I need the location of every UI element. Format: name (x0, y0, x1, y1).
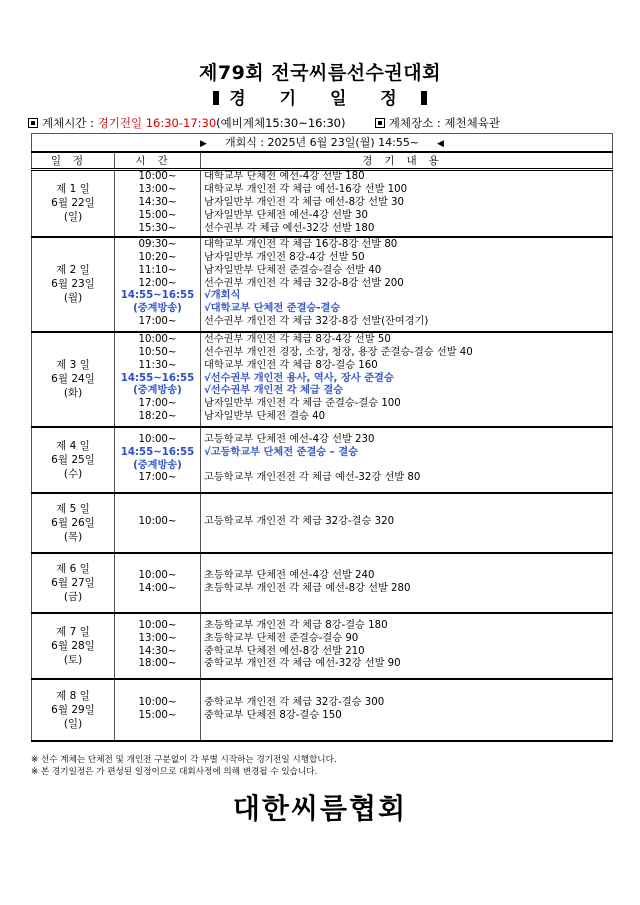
day-label: 제 4 일 (56, 439, 90, 452)
event-description: 중학교부 단체전 예선-8강 선발 210 (204, 645, 365, 657)
day-label: 제 6 일 (56, 562, 90, 575)
bullet-box-icon (375, 118, 385, 128)
time-cell (115, 493, 201, 553)
day-label: 제 5 일 (56, 502, 90, 515)
day-label: (수) (63, 467, 83, 480)
day-label: (일) (63, 717, 83, 730)
day-row (32, 427, 613, 493)
content-cell (201, 613, 613, 679)
event-time: (중계방송) (133, 385, 182, 397)
event-time: 13:00~ (138, 632, 177, 644)
event-description: 선수권부 각 체급 예선-32강 선발 180 (204, 222, 375, 234)
page-title: 제79회 전국씨름선수권대회 (199, 62, 441, 84)
day-label: (일) (63, 211, 83, 224)
day-row (32, 613, 613, 679)
event-time: 10:50~ (138, 346, 177, 358)
time-cell (115, 332, 201, 427)
event-description: 대학교부 개인전 각 체급 예선-16강 선발 100 (204, 183, 408, 195)
event-description: 초등학교부 단체전 준결승-결승 90 (204, 632, 359, 644)
event-description: √대학교부 단체전 준결승-결승 (204, 303, 341, 315)
day-label: 6월 23일 (51, 278, 95, 291)
schedule-table (31, 133, 613, 742)
event-description: 초등학교부 개인전 각 체급 8강-결승 180 (204, 619, 388, 631)
day-label: (화) (63, 387, 83, 400)
event-time: (중계방송) (133, 459, 182, 471)
time-cell (115, 613, 201, 679)
content-cell (201, 427, 613, 493)
event-description: 대학교부 개인전 각 체급 16강-8강 선발 80 (204, 238, 398, 250)
day-label: 제 1 일 (56, 183, 90, 196)
event-time: 18:20~ (138, 411, 177, 423)
event-description: 선수권부 개인전 각 체급 32강-8강 선발 200 (204, 277, 404, 289)
content-cell (201, 332, 613, 427)
day-cell (32, 170, 115, 237)
day-row (32, 332, 613, 427)
day-label: (금) (63, 590, 83, 603)
time-cell (115, 553, 201, 613)
content-cell (201, 237, 613, 332)
day-label: 제 8 일 (56, 689, 90, 702)
event-time: 10:00~ (138, 569, 177, 581)
event-time: 10:00~ (138, 516, 177, 528)
event-description: 대학교부 개인전 각 체급 8강-결승 160 (204, 359, 378, 371)
event-description: 남자일반부 단체전 결승 40 (204, 411, 326, 423)
day-cell (32, 427, 115, 493)
day-label: 6월 27일 (51, 576, 95, 589)
day-cell (32, 332, 115, 427)
event-time: 14:55~16:55 (120, 372, 195, 384)
left-square-mark (213, 91, 219, 105)
weigh-in-venue: 계체장소 : 제천체육관 (388, 116, 500, 130)
time-cell (115, 170, 201, 237)
event-description: √선수권부 개인전 용사, 역사, 장사 준결승 (204, 372, 394, 384)
note-line: ※ 본 경기일정은 가 편성된 일정이므로 대회사정에 의해 변경될 수 있습니다. (31, 767, 318, 777)
content-cell (201, 553, 613, 613)
event-description: 선수권부 개인전 각 체급 8강-4강 선발 50 (204, 333, 391, 345)
bullet-box-icon (28, 118, 38, 128)
day-cell (32, 553, 115, 613)
event-description: 고등학교부 단체전 예선-4강 선발 230 (204, 433, 375, 445)
schedule-heading (0, 84, 640, 109)
event-time: 11:10~ (138, 264, 177, 276)
content-cell (201, 493, 613, 553)
event-description: 중학교부 개인전 각 체급 32강-결승 300 (204, 696, 385, 708)
event-description: 고등학교부 개인전 각 체급 32강-결승 320 (204, 516, 395, 528)
event-time: (중계방송) (133, 303, 182, 315)
day-cell (32, 237, 115, 332)
day-cell (32, 679, 115, 741)
weigh-in-time-label: 계체시간 : (42, 116, 94, 130)
event-time: 17:00~ (138, 398, 177, 410)
event-description: 남자일반부 개인전 각 체급 예선-8강 선발 30 (204, 196, 405, 208)
event-description: 대학교부 단체전 예선-4강 선발 180 (204, 171, 365, 182)
day-label: 6월 29일 (51, 703, 95, 716)
event-time: 09:30~ (138, 238, 177, 250)
event-time: 10:00~ (138, 619, 177, 631)
event-description: 중학교부 단체전 8강-결승 150 (204, 709, 342, 721)
day-row (32, 679, 613, 741)
time-cell (115, 679, 201, 741)
event-description: 남자일반부 개인전 각 체급 준결승-결승 100 (204, 398, 401, 410)
day-label: 6월 28일 (51, 639, 95, 652)
day-label: 6월 26일 (51, 516, 95, 529)
note-line: ※ 선수 계체는 단체전 및 개인전 구분없이 각 부별 시작하는 경기전일 시행합니다. (31, 755, 337, 765)
event-time: 10:00~ (138, 333, 177, 345)
notes (31, 754, 337, 778)
event-description: 남자일반부 단체전 준결승-결승 선발 40 (204, 264, 382, 276)
weigh-in-time-red: 경기전일 16:30-17:30 (97, 116, 217, 130)
right-triangle-icon: ▶ (200, 139, 207, 150)
event-description: √선수권부 개인전 각 체급 결승 (204, 385, 344, 397)
right-square-mark (421, 91, 427, 105)
event-time: 12:00~ (138, 277, 177, 289)
content-cell (201, 679, 613, 741)
event-time: 18:00~ (138, 658, 177, 670)
col-time-header: 시간 (115, 152, 201, 170)
day-cell (32, 613, 115, 679)
event-description: 초등학교부 단체전 예선-4강 선발 240 (204, 569, 375, 581)
time-cell (115, 237, 201, 332)
event-time: 14:55~16:55 (120, 290, 195, 302)
day-label: (토) (63, 653, 83, 666)
event-time: 15:00~ (138, 209, 177, 221)
day-label: 6월 24일 (51, 373, 95, 386)
day-label: 6월 25일 (51, 453, 95, 466)
event-time: 13:00~ (138, 183, 177, 195)
weigh-in-time-rest: (예비계체15:30~16:30) (216, 116, 346, 130)
opening-cell (32, 134, 613, 152)
content-cell (201, 170, 613, 237)
event-description: 선수권부 개인전 각 체급 32강-8강 선발(잔여경기) (204, 316, 429, 328)
event-time: 10:20~ (138, 251, 177, 263)
event-time: 17:00~ (138, 316, 177, 328)
organization-name: 대한씨름협회 (232, 792, 408, 825)
day-row (32, 553, 613, 613)
col-day-header: 일정 (32, 152, 115, 170)
opening-ceremony: 개회식 : 2025년 6월 23일(월) 14:55~ (224, 136, 420, 150)
event-time: 14:00~ (138, 582, 177, 594)
day-cell (32, 493, 115, 553)
weigh-in-info (28, 115, 628, 131)
event-time: 14:55~16:55 (120, 446, 195, 458)
event-description: 고등학교부 개인전전 각 체급 예선-32강 선발 80 (204, 472, 421, 484)
day-label: 제 3 일 (56, 359, 90, 372)
event-time: 15:00~ (138, 709, 177, 721)
event-description: 선수권부 개인전 경장, 소장, 청장, 용장 준결승-결승 선발 40 (204, 346, 473, 358)
header-row (32, 152, 613, 170)
event-time: 14:30~ (138, 645, 177, 657)
event-description: 초등학교부 개인전 각 체급 예선-8강 선발 280 (204, 582, 411, 594)
day-label: 6월 22일 (51, 197, 95, 210)
left-triangle-icon: ◀ (437, 139, 444, 150)
event-description: 남자일반부 개인전 8강-4강 선발 50 (204, 251, 365, 263)
event-description: √개회식 (204, 290, 241, 302)
event-time: 10:00~ (138, 433, 177, 445)
event-time: 10:00~ (138, 696, 177, 708)
day-row (32, 493, 613, 553)
event-description (204, 460, 612, 473)
event-time: 10:00~ (138, 171, 177, 182)
schedule-heading-text: 경 기 일 정 (229, 89, 411, 109)
event-time: 17:00~ (138, 472, 177, 484)
day-row (32, 170, 613, 237)
day-row (32, 237, 613, 332)
event-time: 14:30~ (138, 196, 177, 208)
day-label: 제 2 일 (56, 264, 90, 277)
col-content-header: 경기내용 (201, 152, 613, 170)
event-time: 11:30~ (138, 359, 177, 371)
day-label: 제 7 일 (56, 625, 90, 638)
event-time: 15:30~ (138, 222, 177, 234)
time-cell (115, 427, 201, 493)
event-description: 중학교부 개인전 각 체급 예선-32강 선발 90 (204, 658, 401, 670)
day-label: (월) (63, 292, 83, 305)
opening-row (32, 134, 613, 152)
day-label: (목) (63, 530, 83, 543)
event-description: √고등학교부 단체전 준결승 – 결승 (204, 446, 359, 458)
event-description: 남자일반부 단체전 예선-4강 선발 30 (204, 209, 369, 221)
